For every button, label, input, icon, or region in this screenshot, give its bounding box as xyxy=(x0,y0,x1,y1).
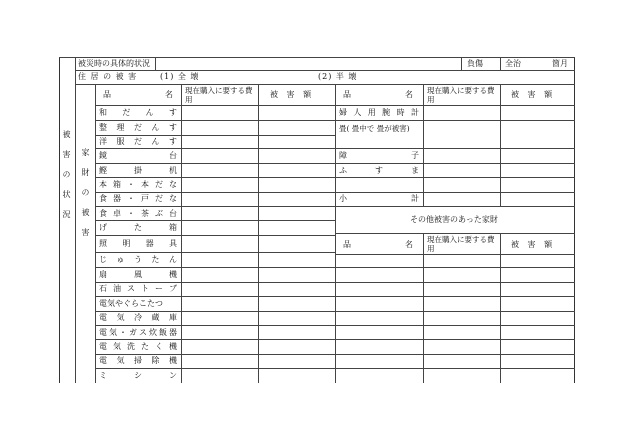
housing-label: 住 居 の 被 害 xyxy=(78,72,138,81)
rule xyxy=(335,206,575,207)
rule xyxy=(95,163,335,164)
rule xyxy=(95,354,335,355)
right-item: ふ す ま xyxy=(339,166,419,175)
rule xyxy=(95,311,335,312)
left-item: げ た 箱 xyxy=(99,223,177,232)
group-label: 家財の被害 xyxy=(81,148,90,248)
rule xyxy=(95,206,335,207)
left-item: 鰹 掛 机 xyxy=(99,166,177,175)
rule xyxy=(423,84,424,206)
rule xyxy=(95,135,335,136)
left-item: じ ゅ う た ん xyxy=(99,255,177,264)
left-item: 電 気 掃 除 機 xyxy=(99,356,177,365)
rule xyxy=(95,368,335,369)
section-label: 被害の状況 xyxy=(62,130,71,230)
left-item: 本 箱 ・ 本 だ な xyxy=(99,180,177,189)
rule xyxy=(335,296,575,297)
rule xyxy=(335,148,575,149)
other-col-cost: 現在購入に要する費用 xyxy=(427,235,495,253)
rule xyxy=(95,120,335,121)
right-item: 障 子 xyxy=(339,151,419,160)
left-item: 電 気 冷 蔵 庫 xyxy=(99,313,177,322)
rule xyxy=(461,57,462,70)
rule xyxy=(500,57,501,70)
rule xyxy=(95,235,335,236)
right-item: 畳( 畳中で 畳が被害) xyxy=(339,124,410,133)
rule xyxy=(335,120,575,121)
left-item: 和 だ ん す xyxy=(99,108,177,117)
rule xyxy=(335,233,575,234)
other-col-item: 品 名 xyxy=(343,240,413,249)
rule xyxy=(335,177,575,178)
rule xyxy=(75,57,76,383)
left-item: 食 器 ・ 戸 だ な xyxy=(99,194,177,203)
situation-title: 被災時の具体的状況 xyxy=(78,59,150,68)
left-item: 電 気 洗 た く 機 xyxy=(99,342,177,351)
left-item: 鏡 台 xyxy=(99,151,177,160)
rule xyxy=(500,233,501,383)
injury-label: 負傷 xyxy=(467,59,483,68)
rule xyxy=(335,267,575,268)
left-item: 洋 服 だ ん す xyxy=(99,137,177,146)
rule xyxy=(95,220,335,221)
housing-option-half[interactable]: (2) 半 壊 xyxy=(318,72,358,81)
left-item: 照 明 器 具 xyxy=(99,239,177,248)
rule xyxy=(335,368,575,369)
rule xyxy=(335,163,575,164)
rule xyxy=(335,325,575,326)
rule xyxy=(95,192,335,193)
rule xyxy=(335,254,575,255)
rule xyxy=(335,105,575,106)
rule xyxy=(95,325,335,326)
rule xyxy=(335,192,575,193)
left-item: 電 気 ・ ガ ス 炊 飯 器 xyxy=(99,328,177,337)
rule xyxy=(59,57,575,58)
left-item: 食 卓 ・ 茶 ぶ 台 xyxy=(99,209,177,218)
right-item: 婦 人 用 腕 時 計 xyxy=(339,108,419,117)
rule xyxy=(335,311,575,312)
rule xyxy=(95,177,335,178)
left-col-item: 品 名 xyxy=(103,90,173,99)
rule xyxy=(423,233,424,383)
rule xyxy=(95,105,335,106)
left-col-cost: 現在購入に要する費用 xyxy=(185,86,253,104)
left-item: 整 理 だ ん す xyxy=(99,123,177,132)
rule xyxy=(95,339,335,340)
injury-value: 全治 xyxy=(505,59,521,68)
rule xyxy=(335,339,575,340)
left-item: 電気やぐらこたつ xyxy=(99,299,163,308)
rule xyxy=(95,282,335,283)
rule xyxy=(155,57,156,70)
other-col-damage: 被 害 額 xyxy=(511,240,556,249)
right-item-subtotal: 小 計 xyxy=(339,194,419,203)
other-items-title: その他被害のあった家財 xyxy=(410,215,498,224)
rule xyxy=(95,148,335,149)
right-col-damage: 被 害 額 xyxy=(511,90,556,99)
left-item: 石 油 ス ト ー ブ xyxy=(99,284,177,293)
left-item: ミ シ ン xyxy=(99,371,177,380)
right-col-cost: 現在購入に要する費用 xyxy=(427,86,495,104)
rule xyxy=(500,84,501,206)
left-item: 扇 風 機 xyxy=(99,270,177,279)
rule xyxy=(335,354,575,355)
housing-option-full[interactable]: (1) 全 壊 xyxy=(160,72,200,81)
right-col-item: 品 名 xyxy=(343,90,413,99)
rule xyxy=(95,252,335,253)
rule xyxy=(95,267,335,268)
left-col-damage: 被 害 額 xyxy=(270,90,315,99)
rule xyxy=(95,296,335,297)
rule xyxy=(75,70,575,71)
injury-unit: 箇月 xyxy=(552,59,568,68)
rule xyxy=(335,282,575,283)
